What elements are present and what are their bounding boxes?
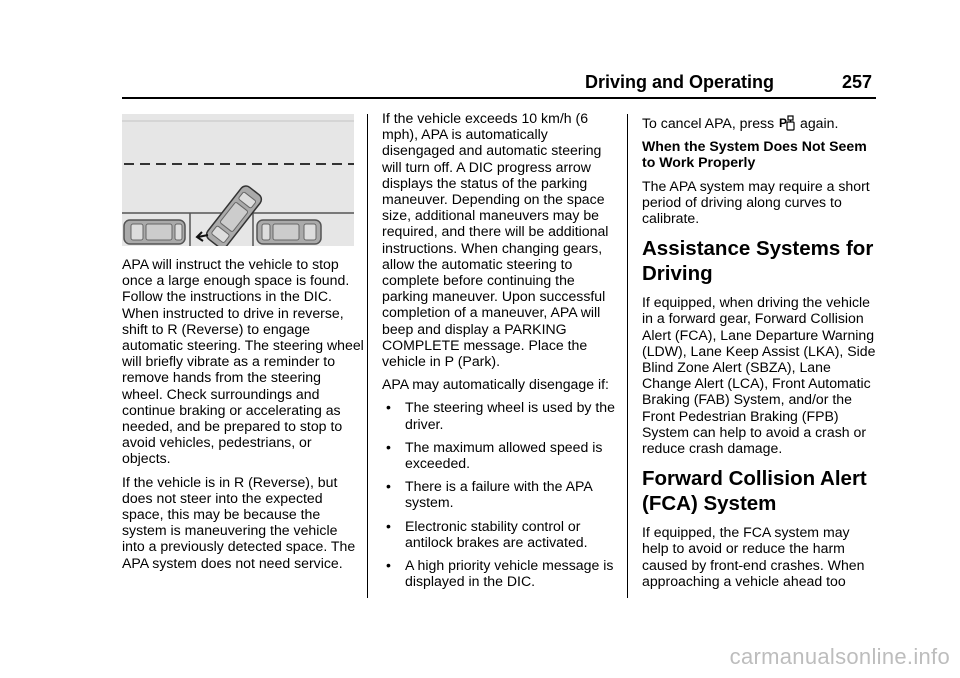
page-number: 257 [841,72,872,92]
cancel-apa-text [642,115,878,131]
bullet-item [382,518,618,550]
subheading: When the System Does Not Seem to Work Properly [642,138,867,171]
bullet-text: Electronic stability control or antilock brakes are activated. [405,517,588,550]
section-title: Driving and Operating [584,72,774,92]
column-2 [382,110,618,596]
bullet-icon: • [386,399,391,416]
calibrate-text: The APA system may require a short period of driving along curves to calibrate. [642,177,870,227]
bullet-item [382,439,618,471]
col1-paragraph-2: If the vehicle is in R (Reverse), but does not steer into the expected space, this may be because the system is maneuvering the vehicle into a previously detected space. The APA system does not need service. [122,473,356,571]
bullet-item [382,399,618,431]
svg-text:P: P [779,116,788,130]
disengage-lead: APA may automatically disengage if: [382,376,609,393]
column-divider-2 [627,114,628,598]
bullet-item [382,557,618,589]
bullet-text: A high priority vehicle message is displayed in the DIC. [405,557,614,590]
assistance-body: If equipped, when driving the vehicle in a forward gear, Forward Collision Alert (FCA), Lane Departure Warning (LDW), Lane Keep Assist (LKA), Side Blind Zone Alert (SBZA), Lane Change Alert (LCA), Front Automatic Braking (FAB) System, and/or the Front Pedestrian Braking (FPB) System can help to avoid a crash or reduce crash damage. [642,294,876,457]
column-1 [122,256,364,578]
fca-body: If equipped, the FCA system may help to avoid or reduce the harm caused by front-end crashes. When approaching a vehicle ahead too [642,524,865,589]
column-divider-1 [367,114,368,598]
section-heading-assistance: Assistance Systems for Driving [642,237,874,286]
col1-paragraph-1: APA will instruct the vehicle to stop once a large enough space is found. Follow the instructions in the DIC. When instructed to drive in reverse, shift to R (Reverse) to engage automatic steering. The steering wheel will briefly vibrate as a reminder to remove hands from the steering wheel. Check surroundings and continue braking or accelerating as needed, and be prepared to stop to avoid vehicles, pedestrians, or objects. [122,256,364,467]
bullet-text: There is a failure with the APA system. [405,478,592,511]
apa-display-figure [122,114,354,246]
bullet-icon: • [386,557,391,574]
cancel-after: again. [799,115,839,131]
bullet-text: The maximum allowed speed is exceeded. [405,438,603,472]
watermark: carmanualsonline.info [729,644,950,669]
cancel-before: To cancel APA, press [642,115,775,131]
section-heading-fca: Forward Collision Alert (FCA) System [642,467,867,516]
bullet-item [382,478,618,510]
col2-intro: If the vehicle exceeds 10 km/h (6 mph), APA is automatically disengaged and automatic steering will turn off. A DIC progress arrow displays the status of the parking maneuver. Depending on the space size, additional maneuvers may be required, and there will be additional instructions. When changing gears, allow the automatic steering to complete before continuing the parking maneuver. Upon successful completion of a maneuver, APA will beep and display a PARKING COMPLETE message. Place the vehicle in P (Park). [382,110,609,370]
header-rule [122,97,876,99]
bullet-icon: • [386,478,391,495]
apa-parking-display-icon [122,114,354,246]
bullet-text: The steering wheel is used by the driver. [405,399,615,432]
parking-assist-button-icon [779,115,795,131]
bullet-icon: • [386,438,391,455]
bullet-icon: • [386,517,391,534]
column-3 [642,115,878,596]
